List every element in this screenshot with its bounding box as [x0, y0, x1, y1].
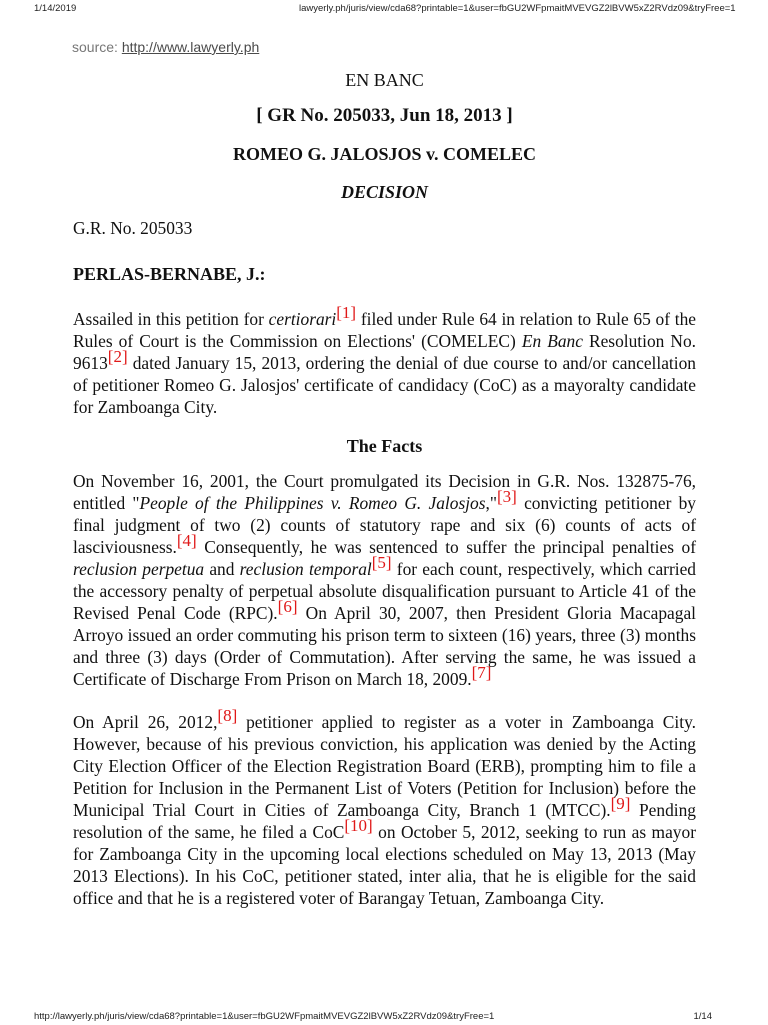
decision-heading: DECISION	[340, 182, 429, 202]
print-header-url: lawyerly.ph/juris/view/cda68?printable=1&user=fbGU2WFpmaitMVEVGZ2lBVW5xZ2RVdz09&tryFree=1	[299, 3, 736, 14]
print-date: 1/14/2019	[34, 3, 77, 14]
print-footer	[0, 1011, 768, 1025]
footnote-link-7[interactable]: [7]	[471, 663, 492, 682]
footnote-link-3[interactable]: [3]	[496, 487, 517, 506]
court-division: EN BANC	[345, 70, 424, 90]
footnote-link-2[interactable]: [2]	[107, 347, 128, 366]
source-line	[72, 39, 259, 55]
footnote-link-6[interactable]: [6]	[277, 597, 298, 616]
ponente: PERLAS-BERNABE, J.:	[73, 264, 266, 284]
footnote-link-8[interactable]: [8]	[217, 706, 238, 725]
print-header	[0, 3, 768, 19]
facts-heading: The Facts	[346, 436, 423, 456]
footnote-link-10[interactable]: [10]	[344, 816, 373, 835]
case-parties: ROMEO G. JALOSJOS v. COMELEC	[232, 144, 537, 164]
source-link[interactable]: http://www.lawyerly.ph	[121, 39, 260, 55]
print-footer-url: http://lawyerly.ph/juris/view/cda68?printable=1&user=fbGU2WFpmaitMVEVGZ2lBVW5xZ2RVdz09&tryFree=1	[34, 1011, 495, 1022]
page-number: 1/14	[693, 1011, 712, 1022]
footnote-link-5[interactable]: [5]	[371, 553, 392, 572]
document-body	[73, 62, 696, 909]
footnote-link-9[interactable]: [9]	[610, 794, 631, 813]
case-number-title: [ GR No. 205033, Jun 18, 2013 ]	[256, 105, 513, 126]
footnote-link-1[interactable]: [1]	[336, 303, 357, 322]
paragraph-2: On November 16, 2001, the Court promulgated its Decision in G.R. Nos. 132875-76, entitled "People of the Philippines v. Romeo G. Jalosjos,"[3] convicting petitioner by final judgment of two (2) counts of statutory rape and six (6) counts of acts of lasciviousness.[4] Consequently, he was sentenced to suffer the principal penalties of reclusion perpetua and reclusion temporal[5] for each count, respectively, which carried the accessory penalty of perpetual absolute disqualification pursuant to Article 41 of the Revised Penal Code (RPC).[6] On April 30, 2007, then President Gloria Macapagal Arroyo issued an order commuting his prison term to sixteen (16) years, three (3) months and three (3) days (Order of Commutation). After serving the same, he was issued a Certificate of Discharge From Prison on March 18, 2009.[7]	[73, 471, 697, 689]
gr-number: G.R. No. 205033	[73, 218, 193, 238]
paragraph-3: On April 26, 2012,[8] petitioner applied to register as a voter in Zamboanga City. However, because of his previous conviction, his application was denied by the Acting City Election Officer of the Election Registration Board (ERB), prompting him to file a Petition for Inclusion in the Permanent List of Voters (Petition for Inclusion) before the Municipal Trial Court in Cities of Zamboanga City, Branch 1 (MTCC).[9] Pending resolution of the same, he filed a CoC[10] on October 5, 2012, seeking to run as mayor for Zamboanga City in the upcoming local elections scheduled on May 13, 2013 (May 2013 Elections). In his CoC, petitioner stated, inter alia, that he is eligible for the said office and that he is a registered voter of Barangay Tetuan, Zamboanga City.	[73, 706, 696, 908]
source-label: source:	[72, 39, 122, 55]
footnote-link-4[interactable]: [4]	[176, 531, 197, 550]
paragraph-1: Assailed in this petition for certiorari[1] filed under Rule 64 in relation to Rule 65 of the Rules of Court is the Commission on Elections' (COMELEC) En Banc Resolution No. 9613[2] dated January 15, 2013, ordering the denial of due course to and/or cancellation of petitioner Romeo G. Jalosjos' certificate of candidacy (CoC) as a mayoralty candidate for Zamboanga City.	[73, 303, 696, 417]
